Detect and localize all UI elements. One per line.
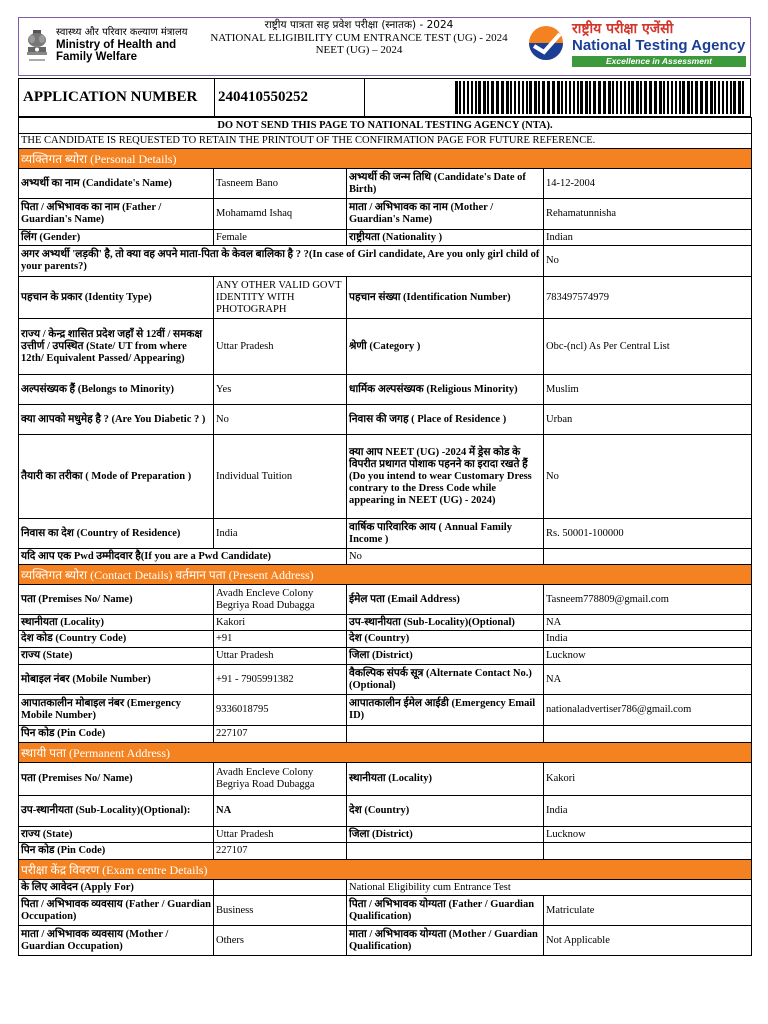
- permanent-pin-empty-1: [347, 843, 544, 860]
- barcode-bar: [557, 81, 560, 114]
- barcode-bar: [691, 81, 693, 114]
- barcode-bar: [742, 81, 744, 114]
- barcode-bar: [628, 81, 630, 114]
- dob-label: अभ्यर्थी की जन्म तिथि (Candidate's Date of Birth): [347, 169, 544, 199]
- section-personal-details: व्यक्तिगत ब्योरा (Personal Details): [19, 149, 752, 169]
- present-pin-empty-1: [347, 726, 544, 743]
- permanent-state-label: राज्य (State): [19, 827, 214, 843]
- barcode-bar: [577, 81, 579, 114]
- barcode-bar: [506, 81, 509, 114]
- minority-label: अल्पसंख्यक हैं (Belongs to Minority): [19, 375, 214, 405]
- barcode-bar: [722, 81, 724, 114]
- mother-occupation-value: Others: [214, 926, 347, 956]
- candidate-name-label: अभ्यर्थी का नाम (Candidate's Name): [19, 169, 214, 199]
- permanent-state-value: Uttar Pradesh: [214, 827, 347, 843]
- nationality-value: Indian: [544, 230, 752, 246]
- barcode-bar: [514, 81, 516, 114]
- exam-title-english: NATIONAL ELIGIBILITY CUM ENTRANCE TEST (UG) - 2024: [210, 31, 508, 44]
- only-girl-child-value: No: [544, 246, 752, 277]
- residence-place-value: Urban: [544, 405, 752, 435]
- nta-name-english: National Testing Agency: [572, 37, 746, 54]
- identity-type-label: पहचान के प्रकार (Identity Type): [19, 277, 214, 319]
- barcode-bar: [552, 81, 555, 114]
- barcode-bar: [534, 81, 537, 114]
- state-12th-label: राज्य / केन्द्र शासित प्रदेश जहाँ से 12वीं / समकक्ष उत्तीर्ण / उपस्थित (State/ UT from where 12th/ Equivalent Passed/ Appearing): [19, 319, 214, 375]
- barcode-bar: [487, 81, 489, 114]
- section-exam-centre-details: परीक्षा केंद्र विवरण (Exam centre Details): [19, 860, 752, 880]
- barcode-bar: [589, 81, 591, 114]
- barcode-bar: [565, 81, 567, 114]
- permanent-pin-value: 227107: [214, 843, 347, 860]
- barcode-bar: [475, 81, 477, 114]
- barcode-bar: [542, 81, 545, 114]
- barcode-bar: [547, 81, 550, 114]
- minority-value: Yes: [214, 375, 347, 405]
- pwd-empty-cell: [544, 549, 752, 565]
- barcode-bar: [654, 81, 657, 114]
- identification-number-label: पहचान संख्या (Identification Number): [347, 277, 544, 319]
- page-header: [18, 17, 751, 76]
- barcode-bar: [675, 81, 677, 114]
- exam-title-hindi: राष्ट्रीय पात्रता सह प्रवेश परीक्षा (स्नातक) - 2024: [264, 19, 454, 31]
- residence-place-label: निवास की जगह ( Place of Residence ): [347, 405, 544, 435]
- state-12th-value: Uttar Pradesh: [214, 319, 347, 375]
- nta-name-hindi: राष्ट्रीय परीक्षा एजेंसी: [572, 21, 674, 37]
- present-premises-value: Avadh Encleve Colony Begriya Road Dubagga: [214, 585, 347, 615]
- alternate-contact-value: NA: [544, 665, 752, 695]
- customary-dress-value: No: [544, 435, 752, 519]
- apply-for-label: के लिए आवेदन (Apply For): [19, 880, 214, 896]
- barcode-bar: [631, 81, 634, 114]
- diabetic-value: No: [214, 405, 347, 435]
- apply-for-value: National Eligibility cum Entrance Test: [347, 880, 752, 896]
- barcode-bar: [455, 81, 458, 114]
- email-value: Tasneem778809@gmail.com: [544, 585, 752, 615]
- permanent-district-value: Lucknow: [544, 827, 752, 843]
- permanent-district-label: जिला (District): [347, 827, 544, 843]
- permanent-country-label: देश (Country): [347, 796, 544, 827]
- barcode-bar: [569, 81, 571, 114]
- barcode-bar: [730, 81, 732, 114]
- application-number-bar: [18, 78, 751, 117]
- barcode-bar: [667, 81, 669, 114]
- mother-occupation-label: माता / अभिभावक व्यवसाय (Mother / Guardian Occupation): [19, 926, 214, 956]
- barcode-bar: [561, 81, 563, 114]
- ministry-block: [24, 23, 214, 71]
- preparation-mode-label: तैयारी का तरीका ( Mode of Preparation ): [19, 435, 214, 519]
- emergency-email-value: nationaladvertiser786@gmail.com: [544, 695, 752, 726]
- country-residence-label: निवास का देश (Country of Residence): [19, 519, 214, 549]
- permanent-pin-label: पिन कोड (Pin Code): [19, 843, 214, 860]
- category-label: श्रेणी (Category ): [347, 319, 544, 375]
- barcode-bar: [529, 81, 532, 114]
- nationality-label: राष्ट्रीयता (Nationality ): [347, 230, 544, 246]
- barcode-bar: [663, 81, 665, 114]
- identity-type-value: ANY OTHER VALID GOVT IDENTITY WITH PHOTOGRAPH: [214, 277, 347, 319]
- barcode-bar: [459, 81, 461, 114]
- barcode-bar: [526, 81, 528, 114]
- father-occupation-label: पिता / अभिभावक व्यवसाय (Father / Guardian Occupation): [19, 896, 214, 926]
- barcode-bar: [649, 81, 652, 114]
- ministry-name-line1: Ministry of Health and: [56, 39, 177, 51]
- application-number-value: 240410550252: [215, 79, 365, 116]
- permanent-premises-label: पता (Premises No/ Name): [19, 763, 214, 796]
- national-emblem-icon: [24, 28, 50, 68]
- father-qualification-value: Matriculate: [544, 896, 752, 926]
- present-district-label: जिला (District): [347, 648, 544, 665]
- country-residence-value: India: [214, 519, 347, 549]
- barcode-bar: [695, 81, 698, 114]
- ministry-name-hindi: स्वास्थ्य और परिवार कल्याण मंत्रालय: [56, 27, 188, 38]
- barcode-bar: [705, 81, 708, 114]
- barcode-bar: [471, 81, 473, 114]
- present-pin-value: 227107: [214, 726, 347, 743]
- ministry-name-english: [56, 39, 176, 63]
- candidate-name-value: Tasneem Bano: [214, 169, 347, 199]
- barcode-bar: [612, 81, 614, 114]
- dob-value: 14-12-2004: [544, 169, 752, 199]
- category-value: Obc-(ncl) As Per Central List: [544, 319, 752, 375]
- diabetic-label: क्या आपको मधुमेह है ? (Are You Diabetic ? ): [19, 405, 214, 435]
- barcode-bar: [620, 81, 622, 114]
- barcode-bar: [467, 81, 469, 114]
- emergency-mobile-label: आपातकालीन मोबाइल नंबर (Emergency Mobile Number): [19, 695, 214, 726]
- notice-do-not-send: DO NOT SEND THIS PAGE TO NATIONAL TESTING AGENCY (NTA).: [19, 118, 752, 134]
- barcode-bar: [671, 81, 673, 114]
- permanent-premises-value: Avadh Encleve Colony Begriya Road Dubagga: [214, 763, 347, 796]
- mobile-value: +91 - 7905991382: [214, 665, 347, 695]
- present-sublocality-value: NA: [544, 615, 752, 631]
- application-number-label: APPLICATION NUMBER: [21, 79, 215, 116]
- barcode-bar: [518, 81, 520, 114]
- barcode-bar: [483, 81, 486, 114]
- section-permanent-address: स्थायी पता (Permanent Address): [19, 743, 752, 763]
- alternate-contact-label: वैकल्पिक संपर्क सूत्र (Alternate Contact No.) (Optional): [347, 665, 544, 695]
- permanent-sublocality-label: उप-स्थानीयता (Sub-Locality)(Optional):: [19, 796, 214, 827]
- present-state-label: राज्य (State): [19, 648, 214, 665]
- present-locality-label: स्थानीयता (Locality): [19, 615, 214, 631]
- mother-name-value: Rehamatunnisha: [544, 199, 752, 230]
- barcode-bar: [573, 81, 575, 114]
- barcode-bar: [522, 81, 524, 114]
- pwd-label: यदि आप एक Pwd उम्मीदवार है(If you are a Pwd Candidate): [19, 549, 347, 565]
- barcode-bar: [682, 81, 685, 114]
- present-pin-empty-2: [544, 726, 752, 743]
- email-label: ईमेल पता (Email Address): [347, 585, 544, 615]
- exam-short-title: NEET (UG) – 2024: [315, 44, 403, 56]
- religious-minority-label: धार्मिक अल्पसंख्यक (Religious Minority): [347, 375, 544, 405]
- religious-minority-value: Muslim: [544, 375, 752, 405]
- barcode-bar: [580, 81, 583, 114]
- father-occupation-value: Business: [214, 896, 347, 926]
- barcode-bar: [501, 81, 504, 114]
- nta-tagline: Excellence in Assessment: [572, 56, 746, 67]
- confirmation-table: [18, 117, 752, 956]
- father-name-value: Mohamamd Ishaq: [214, 199, 347, 230]
- permanent-locality-value: Kakori: [544, 763, 752, 796]
- present-state-value: Uttar Pradesh: [214, 648, 347, 665]
- apply-for-empty: [214, 880, 347, 896]
- present-sublocality-label: उप-स्थानीयता (Sub-Locality)(Optional): [347, 615, 544, 631]
- barcode-bar: [491, 81, 494, 114]
- section-contact-details: व्यक्तिगत ब्योरा (Contact Details) वर्तमान पता (Present Address): [19, 565, 752, 585]
- only-girl-child-label: अगर अभ्यर्थी 'लड़की' है, तो क्या वह अपने माता-पिता के केवल बालिका है ? ?(In case of Girl candidate, Are you only girl child of your parents?): [19, 246, 544, 277]
- barcode-bar: [738, 81, 741, 114]
- present-country-label: देश (Country): [347, 631, 544, 648]
- nta-logo-block: [524, 21, 748, 71]
- father-qualification-label: पिता / अभिभावक योग्यता (Father / Guardian Qualification): [347, 896, 544, 926]
- barcode-bar: [679, 81, 681, 114]
- gender-value: Female: [214, 230, 347, 246]
- identification-number-value: 783497574979: [544, 277, 752, 319]
- permanent-locality-label: स्थानीयता (Locality): [347, 763, 544, 796]
- present-country-value: India: [544, 631, 752, 648]
- present-district-value: Lucknow: [544, 648, 752, 665]
- barcode-bar: [700, 81, 703, 114]
- father-name-label: पिता / अभिभावक का नाम (Father / Guardian's Name): [19, 199, 214, 230]
- exam-title-block: [209, 19, 509, 57]
- barcode-bar: [478, 81, 481, 114]
- barcode-bar: [538, 81, 540, 114]
- barcode-bar: [714, 81, 716, 114]
- barcode-bar: [726, 81, 728, 114]
- present-premises-label: पता (Premises No/ Name): [19, 585, 214, 615]
- emergency-mobile-value: 9336018795: [214, 695, 347, 726]
- mobile-label: मोबाइल नंबर (Mobile Number): [19, 665, 214, 695]
- notice-retain-printout: THE CANDIDATE IS REQUESTED TO RETAIN THE PRINTOUT OF THE CONFIRMATION PAGE FOR FUTURE REFERENCE.: [19, 134, 752, 149]
- barcode-bar: [603, 81, 606, 114]
- barcode-bar: [598, 81, 601, 114]
- barcode-bar: [624, 81, 626, 114]
- barcode-bar: [585, 81, 588, 114]
- barcode-bar: [593, 81, 596, 114]
- nta-logo-icon: [524, 24, 568, 62]
- annual-income-label: वार्षिक पारिवारिक आय ( Annual Family Income ): [347, 519, 544, 549]
- preparation-mode-value: Individual Tuition: [214, 435, 347, 519]
- mother-name-label: माता / अभिभावक का नाम (Mother / Guardian's Name): [347, 199, 544, 230]
- permanent-sublocality-value: NA: [214, 796, 347, 827]
- mother-qualification-label: माता / अभिभावक योग्यता (Mother / Guardian Qualification): [347, 926, 544, 956]
- barcode-bar: [616, 81, 618, 114]
- barcode-bar: [608, 81, 611, 114]
- permanent-pin-empty-2: [544, 843, 752, 860]
- barcode-bar: [463, 81, 465, 114]
- barcode-bar: [659, 81, 662, 114]
- barcode-bar: [718, 81, 720, 114]
- customary-dress-label: क्या आप NEET (UG) -2024 में ड्रेस कोड के विपरीत प्रथागत पोशाक पहनने का इरादा रखते हैं (Do you intend to wear Customary Dress contrary to the Dress Code while appearing in NEET (UG) - 2024): [347, 435, 544, 519]
- present-locality-value: Kakori: [214, 615, 347, 631]
- barcode-bar: [687, 81, 690, 114]
- barcode-bar: [733, 81, 736, 114]
- gender-label: लिंग (Gender): [19, 230, 214, 246]
- barcode-bar: [496, 81, 499, 114]
- barcode-bar: [710, 81, 713, 114]
- barcode-image: [453, 81, 748, 114]
- country-code-value: +91: [214, 631, 347, 648]
- pwd-value: No: [347, 549, 544, 565]
- emergency-email-label: आपातकालीन ईमेल आईडी (Emergency Email ID): [347, 695, 544, 726]
- ministry-name-line2: Family Welfare: [56, 51, 137, 63]
- barcode-bar: [510, 81, 512, 114]
- present-pin-label: पिन कोड (Pin Code): [19, 726, 214, 743]
- barcode-bar: [644, 81, 647, 114]
- barcode-bar: [640, 81, 642, 114]
- permanent-country-value: India: [544, 796, 752, 827]
- mother-qualification-value: Not Applicable: [544, 926, 752, 956]
- country-code-label: देश कोड (Country Code): [19, 631, 214, 648]
- barcode-bar: [636, 81, 639, 114]
- annual-income-value: Rs. 50001-100000: [544, 519, 752, 549]
